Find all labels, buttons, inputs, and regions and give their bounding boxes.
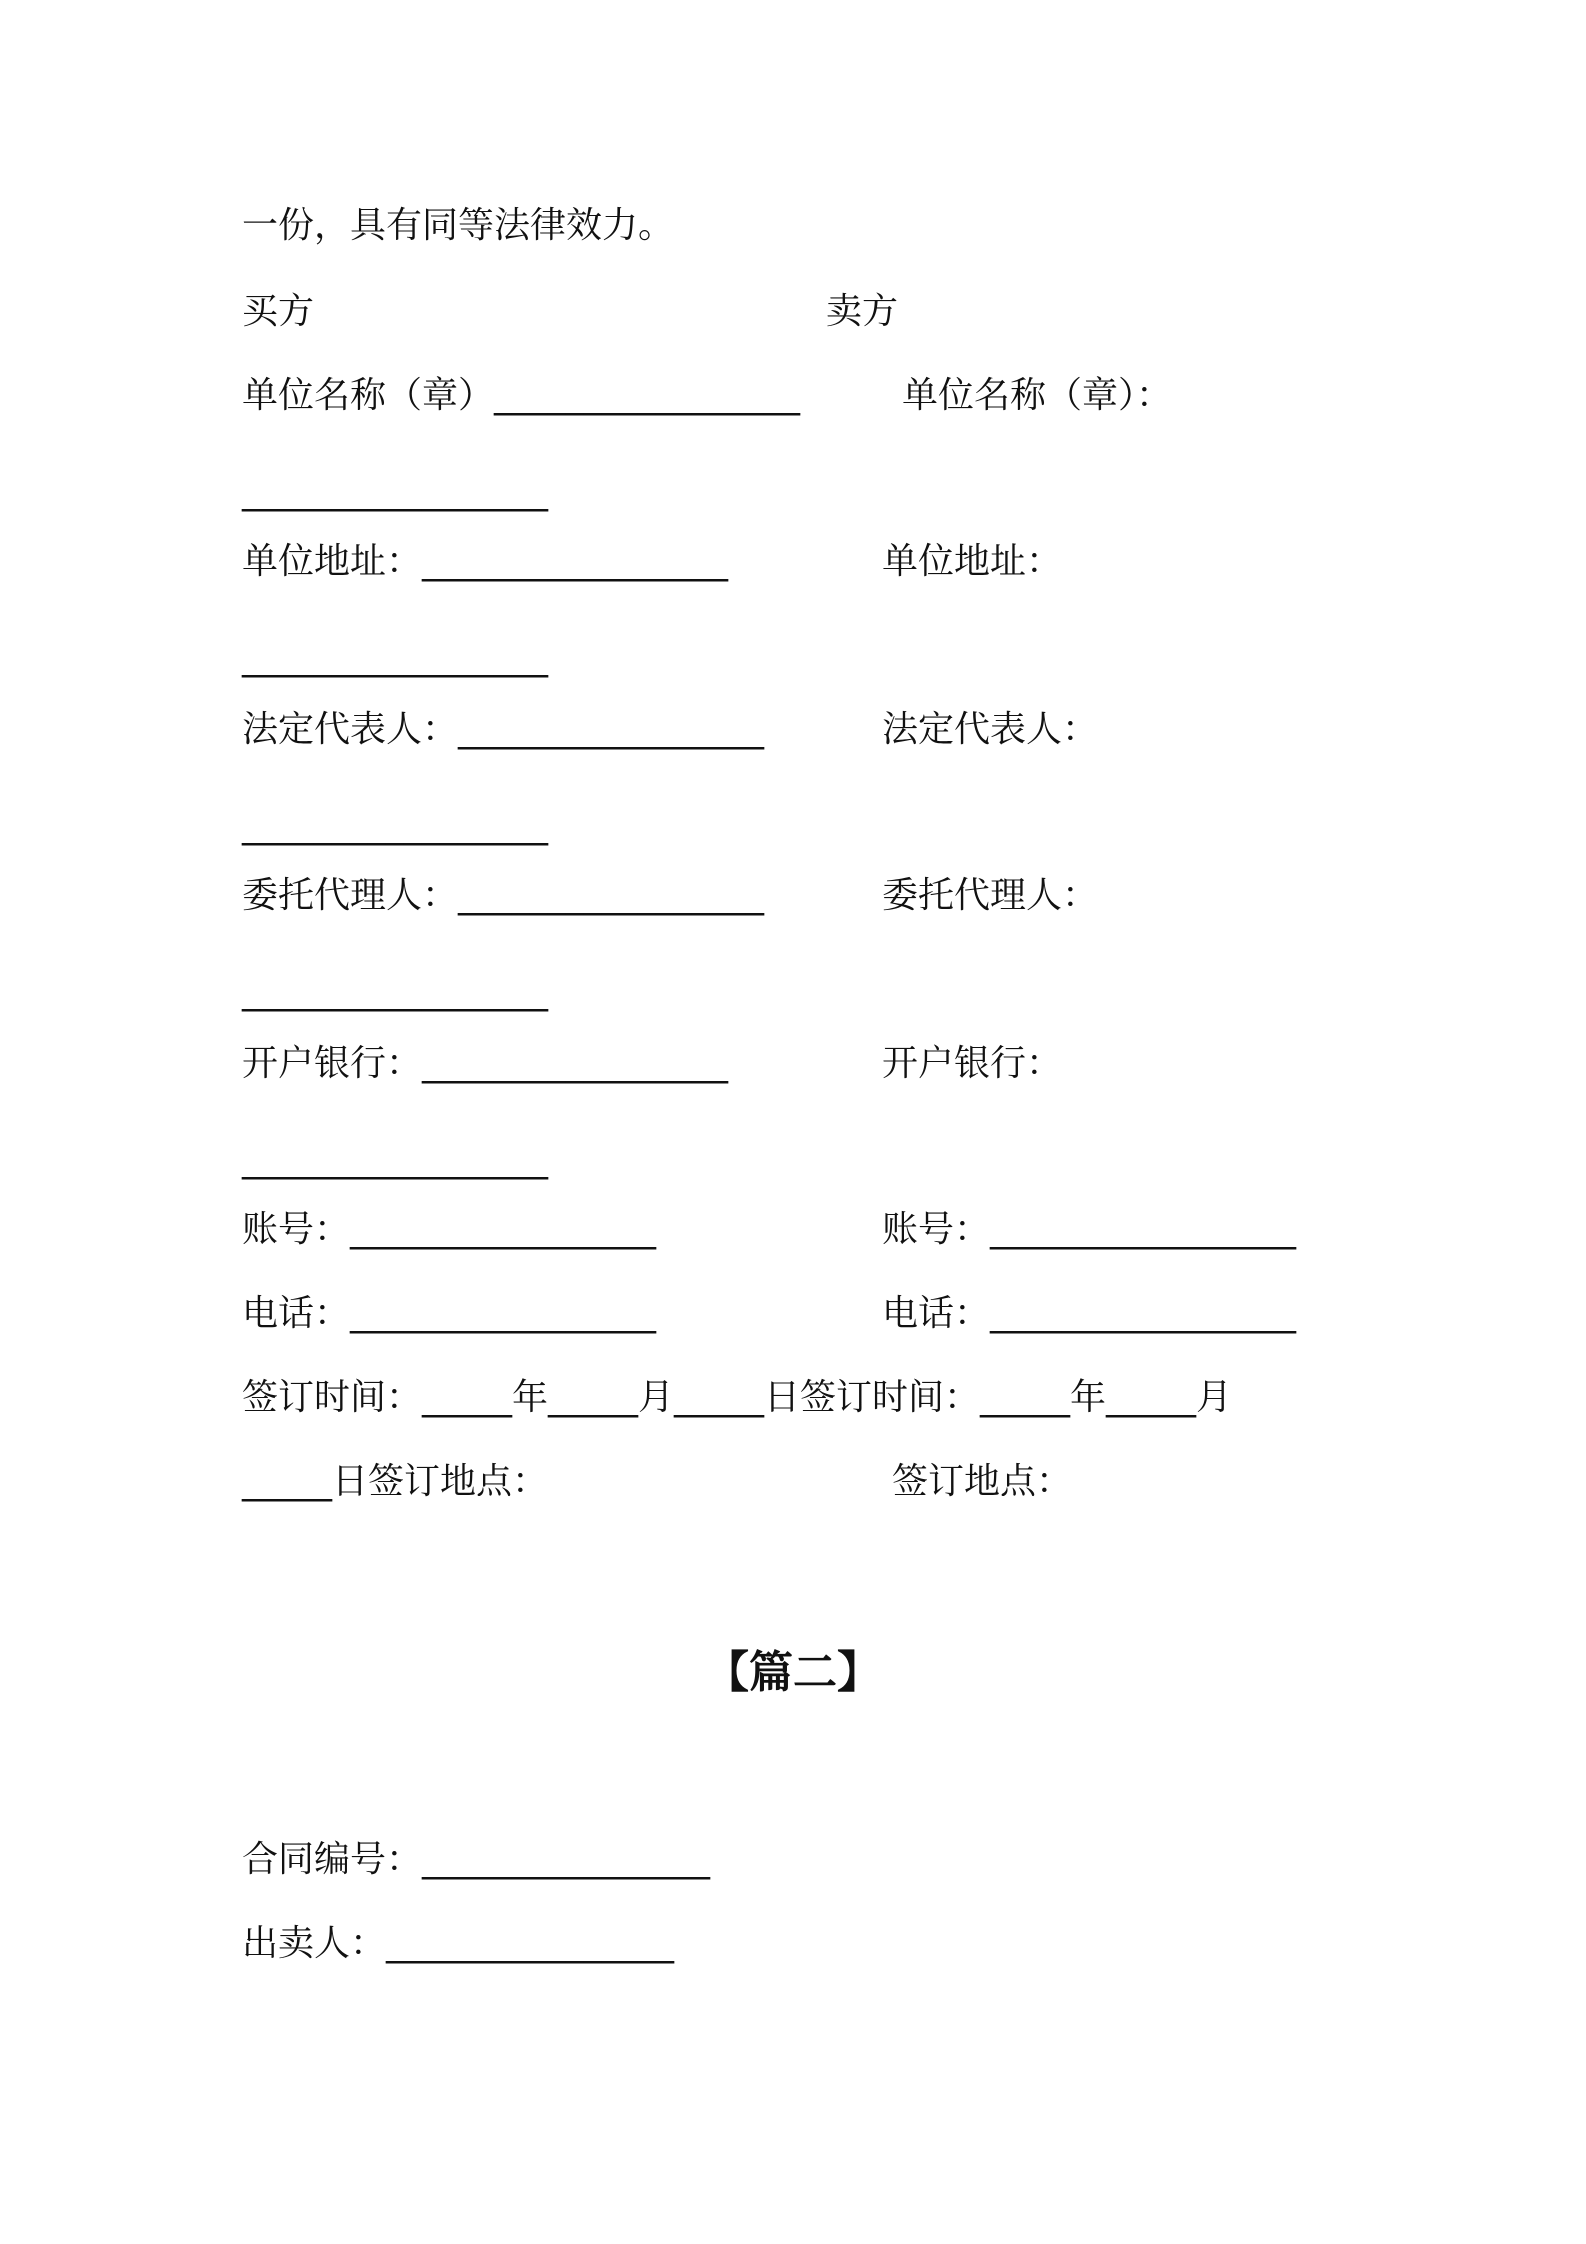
buyer-account: 账号：_________________ — [242, 1209, 657, 1250]
buyer-unit-address: 单位地址：_________________ — [242, 541, 729, 582]
intro-text: 一份，具有同等法律效力。 — [242, 205, 675, 246]
seller-unit-name: 单位名称（章）： — [902, 375, 1173, 416]
seller-bank: 开户银行： — [882, 1043, 1063, 1084]
seller-unit-address-blank: _________________ — [242, 637, 548, 678]
seller-legal-representative: 法定代表人： — [882, 709, 1099, 750]
seller-unit-name-blank: _________________ — [242, 471, 548, 512]
buyer-unit-name: 单位名称（章）_________________ — [242, 375, 801, 416]
sign-time-line: 签订时间：_____年_____月_____日签订时间：_____年_____月 — [242, 1377, 1233, 1418]
seller-agent: 委托代理人： — [882, 875, 1099, 916]
seller-legal-representative-blank: _________________ — [242, 805, 548, 846]
buyer-bank: 开户银行：_________________ — [242, 1043, 729, 1084]
seller-agent-blank: _________________ — [242, 971, 548, 1012]
buyer-phone: 电话：_________________ — [242, 1293, 657, 1334]
buyer-legal-representative: 法定代表人：_________________ — [242, 709, 765, 750]
sign-place-left: _____日签订地点： — [242, 1461, 549, 1502]
seller-unit-address: 单位地址： — [882, 541, 1063, 582]
section-title: 【篇二】 — [705, 1647, 881, 1698]
contract-number: 合同编号：________________ — [242, 1839, 711, 1880]
seller-account: 账号：_________________ — [882, 1209, 1297, 1250]
buyer-agent: 委托代理人：_________________ — [242, 875, 765, 916]
seller-heading: 卖方 — [826, 291, 899, 332]
seller-party: 出卖人：________________ — [242, 1923, 675, 1964]
seller-phone: 电话：_________________ — [882, 1293, 1297, 1334]
seller-bank-blank: _________________ — [242, 1139, 548, 1180]
sign-place-right: 签订地点： — [892, 1461, 1073, 1502]
buyer-heading: 买方 — [242, 291, 315, 332]
